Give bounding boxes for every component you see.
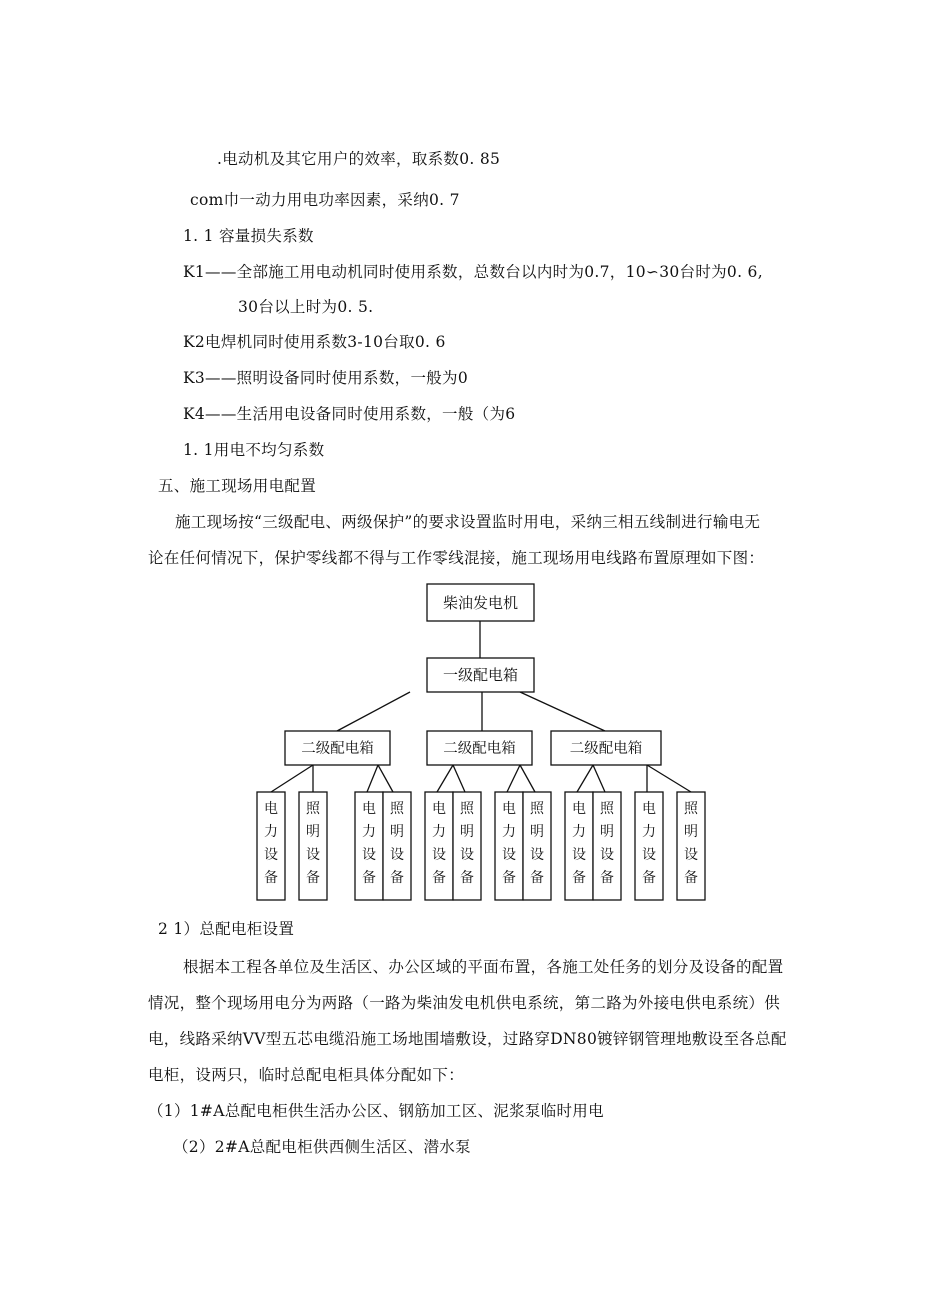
text-line-uneven: 1. 1用电不均匀系数 xyxy=(183,441,325,459)
text-line-k3: K3——照明设备同时使用系数，一般为0 xyxy=(183,369,469,387)
text-line-k4: K4——生活用电设备同时使用系数，一般（为6 xyxy=(183,405,516,423)
text-line-capacity-loss: 1. 1 容量损失系数 xyxy=(183,227,314,245)
device-label-5: 电力设备 xyxy=(432,801,446,886)
level1-label: 一级配电箱 xyxy=(442,666,519,684)
device-label-1: 电力设备 xyxy=(264,801,278,886)
device-label-11: 电力设备 xyxy=(642,801,656,886)
device-label-10: 照明设备 xyxy=(600,801,614,886)
text-line-para6: 电柜，设两只，临时总配电柜具体分配如下： xyxy=(148,1066,465,1084)
text-line-para4: 情况，整个现场用电分为两路（一路为柴油发电机供电系统，第二路为外接电供电系统）供 xyxy=(148,994,781,1012)
device-label-4: 照明设备 xyxy=(390,801,404,886)
generator-label: 柴油发电机 xyxy=(442,594,519,612)
text-line-k2: K2电焊机同时使用系数3-10台取0. 6 xyxy=(183,333,446,351)
level2-label-1: 二级配电箱 xyxy=(301,741,374,757)
device-label-8: 照明设备 xyxy=(530,801,544,886)
text-line-k1: K1——全部施工用电动机同时使用系数，总数台以内时为0.7，10∽30台时为0. 6, xyxy=(183,263,763,281)
section-heading: 五、施工现场用电配置 xyxy=(158,477,317,495)
device-boxes xyxy=(257,792,705,900)
text-line-efficiency: .电动机及其它用户的效率，取系数0. 85 xyxy=(217,150,501,168)
text-line-para1: 施工现场按“三级配电、两级保护”的要求设置监时用电，采纳三相五线制进行输电无 xyxy=(175,513,761,531)
device-label-2: 照明设备 xyxy=(306,801,320,886)
device-label-6: 照明设备 xyxy=(460,801,474,886)
text-line-para5: 电，线路采纳VV型五芯电缆沿施工场地围墙敷设，过路穿DN80镀锌钢管理地敷设至各总配 xyxy=(148,1030,787,1048)
level2-label-3: 二级配电箱 xyxy=(569,741,643,757)
level2-label-2: 二级配电箱 xyxy=(443,741,516,757)
device-label-3: 电力设备 xyxy=(362,801,376,886)
diagram-connectors xyxy=(271,621,691,792)
text-line-para3: 根据本工程各单位及生活区、办公区域的平面布置，各施工处任务的划分及设备的配置 xyxy=(183,958,784,976)
device-label-12: 照明设备 xyxy=(684,801,698,886)
list-item-1: （1）1#A总配电柜供生活办公区、钢筋加工区、泥浆泵临时用电 xyxy=(148,1102,604,1120)
list-item-2: （2）2#A总配电柜供西侧生活区、潜水泵 xyxy=(173,1138,471,1156)
text-line-power-factor: com巾一动力用电功率因素，采纳0. 7 xyxy=(190,191,460,209)
text-line-para2: 论在任何情况下，保护零线都不得与工作零线混接，施工现场用电线路布置原理如下图： xyxy=(148,549,765,567)
device-label-9: 电力设备 xyxy=(572,801,586,886)
subsection-heading: 2 1）总配电柜设置 xyxy=(158,920,295,938)
device-label-7: 电力设备 xyxy=(502,801,516,886)
text-line-k1-cont: 30台以上时为0. 5. xyxy=(238,298,374,316)
